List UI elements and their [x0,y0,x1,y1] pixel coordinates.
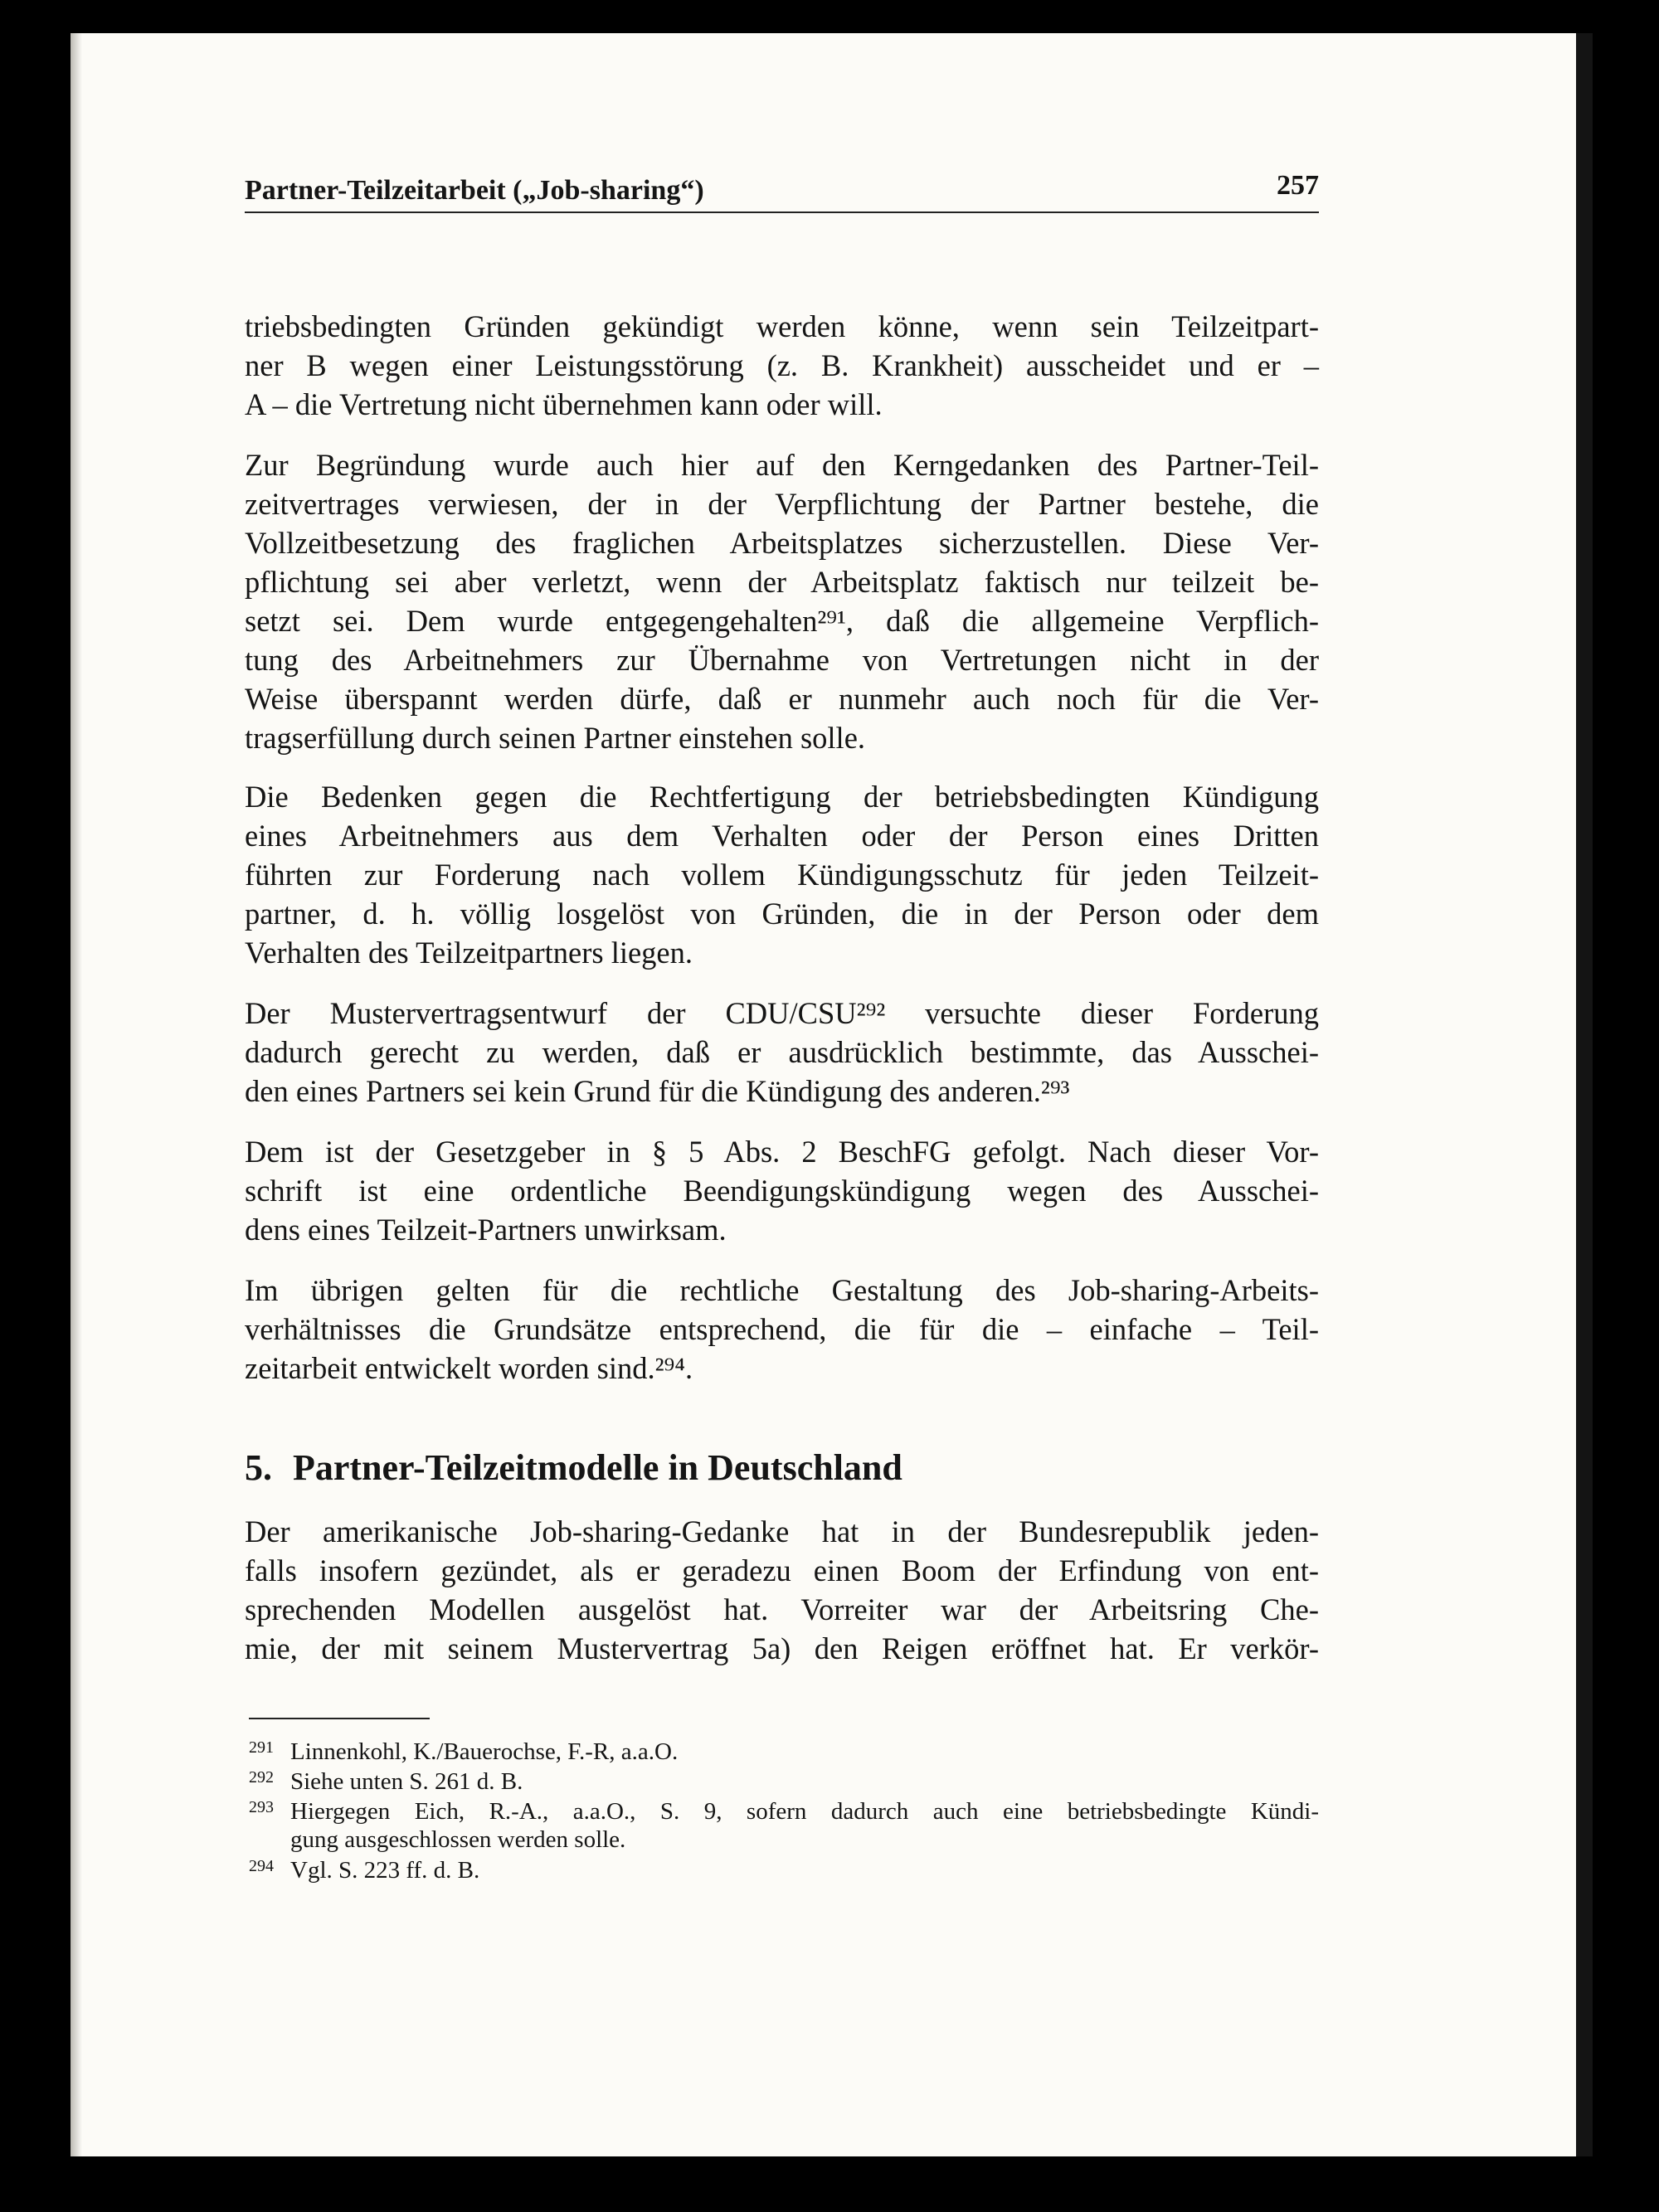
footnote-number: 293 [249,1798,274,1816]
text-line: zeitvertrages verwiesen, der in der Verpflichtung der Partner bestehe, die [245,487,1319,521]
section-number: 5. [245,1447,272,1488]
paragraph-5 [245,1132,1319,1249]
text-line: Der Mustervertragsentwurf der CDU/CSU²⁹² versuchte dieser Forderung [245,996,1319,1030]
text-line: Weise überspannt werden dürfe, daß er nunmehr auch noch für die Ver- [245,682,1319,716]
text-line: führten zur Forderung nach vollem Kündigungsschutz für jeden Teilzeit- [245,858,1319,892]
text-line: Verhalten des Teilzeitpartners liegen. [245,936,693,970]
running-header-title: Partner-Teilzeitarbeit („Job-sharing“) [245,175,704,206]
footnote-text: Linnenkohl, K./Bauerochse, F.-R, a.a.O. [290,1738,679,1765]
text-line: triebsbedingten Gründen gekündigt werden könne, wenn sein Teilzeitpart- [245,309,1319,343]
footnote-separator [249,1718,430,1719]
footnote-text: Vgl. S. 223 ff. d. B. [290,1857,480,1884]
text-line: schrift ist eine ordentliche Beendigungskündigung wegen des Ausschei- [245,1174,1319,1208]
footnote-text: Siehe unten S. 261 d. B. [290,1768,523,1795]
text-line: Die Bedenken gegen die Rechtfertigung der betriebsbedingten Kündigung [245,780,1319,814]
page-edge [1576,33,1593,2156]
text-line: tragserfüllung durch seinen Partner einstehen solle. [245,721,866,755]
text-line: sprechenden Modellen ausgelöst hat. Vorreiter war der Arbeitsring Che- [245,1592,1319,1626]
paragraph-1 [245,307,1319,424]
text-line: tung des Arbeitnehmers zur Übernahme von Vertretungen nicht in der [245,643,1319,677]
section-title: Partner-Teilzeitmodelle in Deutschland [293,1447,902,1488]
text-line: Im übrigen gelten für die rechtliche Gestaltung des Job-sharing-Arbeits- [245,1273,1319,1307]
page-number: 257 [1277,170,1319,201]
text-line: eines Arbeitnehmers aus dem Verhalten oder der Person eines Dritten [245,819,1319,853]
text-line: pflichtung sei aber verletzt, wenn der Arbeitsplatz faktisch nur teilzeit be- [245,565,1319,599]
section-paragraph [245,1512,1319,1668]
text-line: Der amerikanische Job-sharing-Gedanke hat in der Bundesrepublik jeden- [245,1514,1319,1548]
text-line: dadurch gerecht zu werden, daß er ausdrücklich bestimmte, das Ausschei- [245,1035,1319,1069]
text-line: setzt sei. Dem wurde entgegengehalten²⁹¹, daß die allgemeine Verpflich- [245,604,1319,638]
text-line: dens eines Teilzeit-Partners unwirksam. [245,1213,727,1247]
paragraph-3 [245,777,1319,972]
text-line: A – die Vertretung nicht übernehmen kann oder will. [245,387,883,421]
footnote-number: 294 [249,1857,274,1875]
footnote-number: 291 [249,1738,274,1757]
text-line: mie, der mit seinem Mustervertrag 5a) den Reigen eröffnet hat. Er verkör- [245,1631,1319,1665]
text-line: Vollzeitbesetzung des fraglichen Arbeitsplatzes sicherzustellen. Diese Ver- [245,526,1319,560]
paragraph-2 [245,445,1319,757]
text-line: falls insofern gezündet, als er geradezu einen Boom der Erfindung von ent- [245,1553,1319,1587]
section-heading [245,1446,902,1489]
text-line: den eines Partners sei kein Grund für die Kündigung des anderen.²⁹³ [245,1074,1070,1108]
text-line: Zur Begründung wurde auch hier auf den Kerngedanken des Partner-Teil- [245,448,1319,482]
footnote-text: gung ausgeschlossen werden solle. [290,1826,626,1853]
footnote-text: Hiergegen Eich, R.-A., a.a.O., S. 9, sofern dadurch auch eine betriebsbedingte Kündi- [290,1798,1319,1825]
text-line: ner B wegen einer Leistungsstörung (z. B. Krankheit) ausscheidet und er – [245,348,1319,382]
text-line: partner, d. h. völlig losgelöst von Gründen, die in der Person oder dem [245,897,1319,931]
paragraph-6 [245,1271,1319,1388]
running-header [245,170,1319,213]
text-line: zeitarbeit entwickelt worden sind.²⁹⁴. [245,1351,693,1385]
text-line: Dem ist der Gesetzgeber in § 5 Abs. 2 BeschFG gefolgt. Nach dieser Vor- [245,1135,1319,1169]
text-line: verhältnisses die Grundsätze entsprechend, die für die – einfache – Teil- [245,1312,1319,1346]
paragraph-4 [245,994,1319,1111]
page-gutter-shadow [71,33,82,2156]
footnote-number: 292 [249,1768,274,1787]
